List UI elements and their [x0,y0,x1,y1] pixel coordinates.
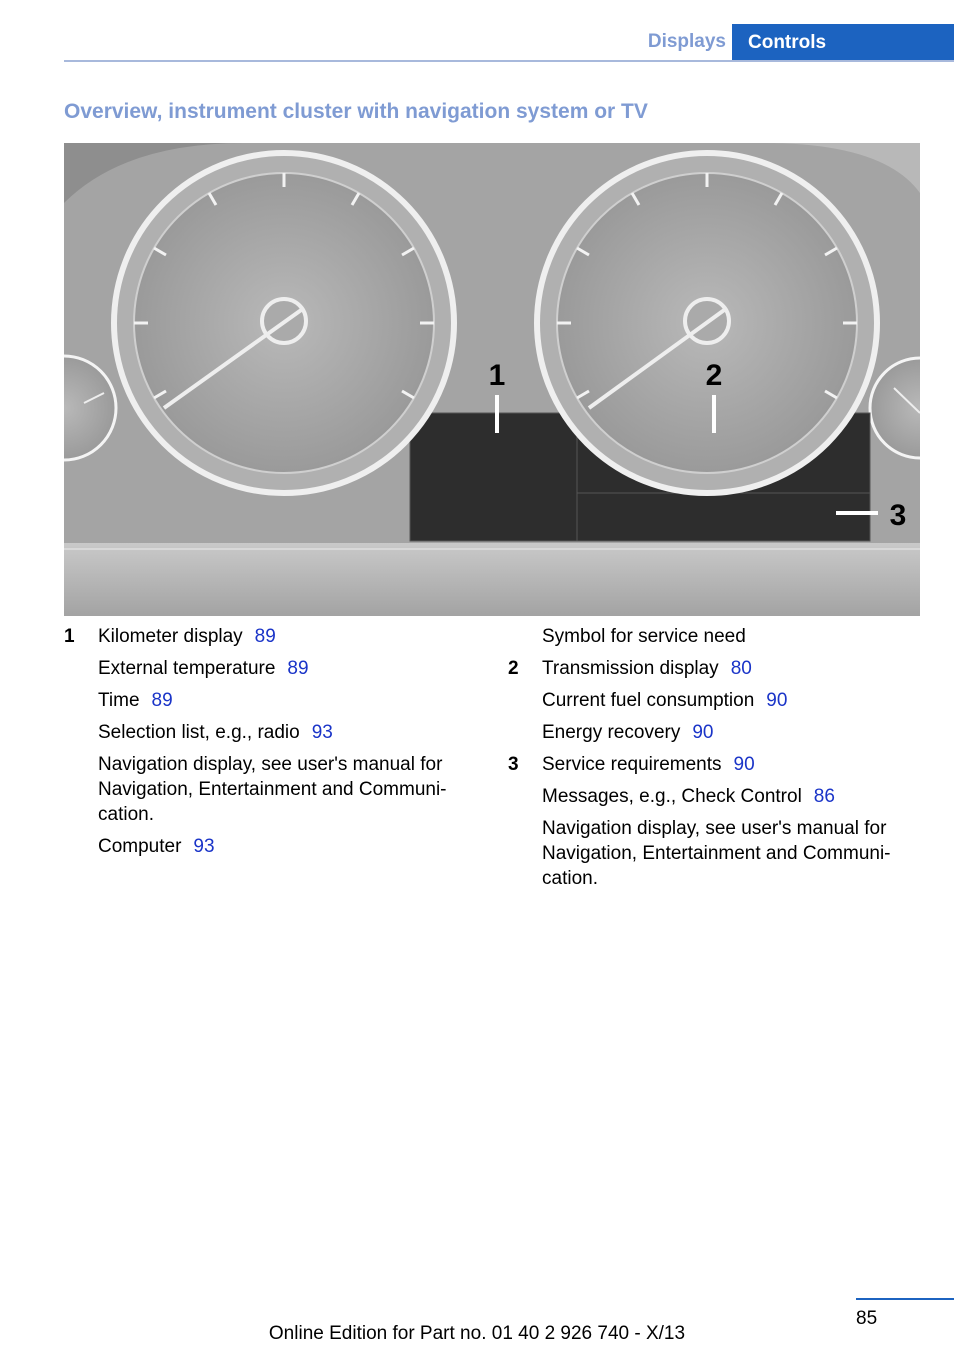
callout-1: 1 [488,359,506,392]
cluster-illustration [64,143,920,616]
page-reference-link[interactable]: 86 [813,786,835,807]
legend-entry [64,834,484,859]
legend-text: Symbol for service need [542,626,746,647]
legend-text: Computer [98,836,182,857]
legend-right-column [508,624,918,898]
legend-entry [508,752,918,777]
legend-left-column [64,624,484,866]
legend-text: Time [98,690,140,711]
legend-entry [508,624,918,649]
legend-entry [64,720,484,745]
legend-entry [508,656,918,681]
page-reference-link[interactable]: 80 [730,658,752,679]
legend-text: Energy recovery [542,722,681,743]
page-reference-link[interactable]: 89 [254,626,276,647]
legend-entry [508,720,918,745]
section-title: Overview, instrument cluster with navigation system or TV [64,100,648,123]
page-reference-link[interactable]: 90 [766,690,788,711]
legend-number: 1 [64,626,75,647]
callout-3: 3 [889,499,907,532]
legend-number: 3 [508,754,519,775]
page-reference-link[interactable]: 93 [193,836,215,857]
tab-displays[interactable]: Displays [647,31,726,52]
tab-controls[interactable]: Controls [732,24,954,62]
page-reference-link[interactable]: 89 [287,658,309,679]
legend-text: Navigation display, see user's manual for Navigation, Entertainment and Communi-cation. [98,754,447,825]
legend-text: Service requirements [542,754,722,775]
legend-entry [64,656,484,681]
legend-text: Selection list, e.g., radio [98,722,300,743]
legend-text: Messages, e.g., Check Control [542,786,802,807]
page-reference-link[interactable]: 90 [692,722,714,743]
legend-text: Navigation display, see user's manual for Navigation, Entertainment and Communi-cation. [542,818,891,889]
page-reference-link[interactable]: 90 [733,754,755,775]
page-number: 85 [856,1308,878,1329]
callout-2: 2 [705,359,723,392]
page-reference-link[interactable]: 89 [151,690,173,711]
legend-text: Current fuel consumption [542,690,755,711]
legend-entry [64,752,484,827]
legend-entry [508,784,918,809]
page-reference-link[interactable]: 93 [311,722,333,743]
legend-entry [508,816,918,891]
edition-footer: Online Edition for Part no. 01 40 2 926 740 - X/13 [268,1323,686,1344]
legend-entry [64,688,484,713]
legend-number: 2 [508,658,519,679]
instrument-cluster-figure [64,143,920,616]
legend-text: Transmission display [542,658,719,679]
legend-text: Kilometer display [98,626,243,647]
legend-entry [64,624,484,649]
footer-divider [856,1298,954,1300]
header-divider [64,60,954,62]
legend-text: External temperature [98,658,276,679]
legend-entry [508,688,918,713]
